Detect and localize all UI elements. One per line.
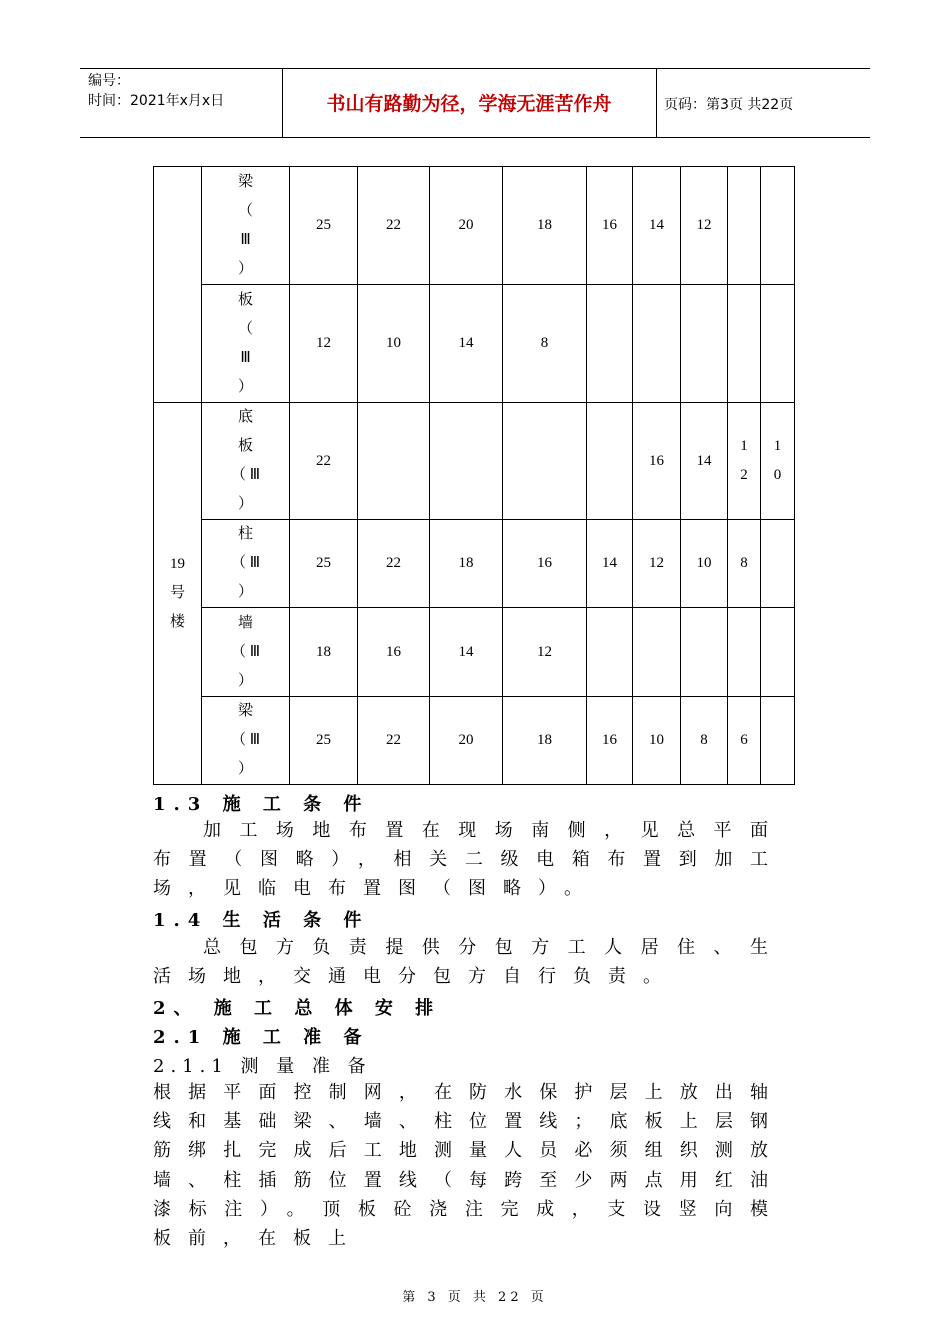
table-cell: 22 — [290, 403, 358, 520]
paragraph: 加工场地布置在现场南侧，见总平面布置（图略），相关二级电箱布置到加工场，见临电布置图（图略）。 — [153, 820, 785, 900]
table-row — [154, 520, 795, 608]
table-row — [154, 697, 795, 785]
table-cell: 14 — [430, 608, 503, 697]
table-cell: 14 — [633, 167, 681, 285]
table-cell — [728, 167, 761, 285]
doc-number-label: 编号： — [88, 73, 130, 89]
table-cell — [587, 285, 633, 403]
table-cell — [761, 520, 795, 608]
table-cell — [728, 285, 761, 403]
table-cell: 12 — [681, 167, 728, 285]
table-cell — [587, 403, 633, 520]
table-cell: 25 — [290, 697, 358, 785]
table-cell: 10 — [633, 697, 681, 785]
table-cell — [633, 608, 681, 697]
doc-time-label: 时间：2021年x月x日 — [88, 93, 225, 109]
table-cell: 14 — [587, 520, 633, 608]
table-row — [154, 403, 795, 520]
table-cell — [358, 403, 430, 520]
table-cell: 12 — [503, 608, 587, 697]
table-cell — [761, 167, 795, 285]
section-heading: 2、 施 工 总 体 安 排 — [153, 998, 442, 1019]
group-label: 19 号 楼 — [169, 556, 185, 630]
table-cell — [430, 403, 503, 520]
table-cell: 8 — [728, 520, 761, 608]
table-row — [154, 167, 795, 285]
section-heading: 1.3 施 工 条 件 — [153, 794, 370, 815]
table-cell: 10 — [358, 285, 430, 403]
page-header — [80, 68, 870, 138]
table-cell: 14 — [430, 285, 503, 403]
table-cell: 18 — [430, 520, 503, 608]
page-footer: 第 3 页 共 22 页 — [402, 1290, 548, 1305]
table-cell: 22 — [358, 167, 430, 285]
table-cell: 16 — [358, 608, 430, 697]
category-cell: 梁 （ Ⅲ ） — [202, 167, 290, 285]
header-page-label: 页码：第3页 共22页 — [664, 97, 794, 113]
table-cell: 1 2 — [728, 403, 761, 520]
table-cell: 10 — [681, 520, 728, 608]
table-cell: 18 — [503, 167, 587, 285]
subsection-heading: 2.1.1 测 量 准 备 — [153, 1056, 372, 1077]
header-divider — [656, 69, 657, 137]
table-cell: 20 — [430, 167, 503, 285]
table-cell: 6 — [728, 697, 761, 785]
table-cell — [633, 285, 681, 403]
table-cell — [681, 285, 728, 403]
table-cell — [761, 608, 795, 697]
table-cell: 22 — [358, 520, 430, 608]
table-cell: 25 — [290, 520, 358, 608]
table-cell: 14 — [681, 403, 728, 520]
category-cell: 底 板 （ Ⅲ ） — [202, 403, 290, 520]
table-cell — [681, 608, 728, 697]
table-cell: 1 0 — [761, 403, 795, 520]
table-cell: 18 — [503, 697, 587, 785]
category-cell: 柱 （ Ⅲ ） — [202, 520, 290, 608]
table-cell: 16 — [633, 403, 681, 520]
section-heading: 1.4 生 活 条 件 — [153, 910, 370, 931]
table-row — [154, 285, 795, 403]
table-cell: 16 — [587, 697, 633, 785]
table-cell: 8 — [503, 285, 587, 403]
paragraph: 根据平面控制网，在防水保护层上放出轴线和基础梁、墙、柱位置线；底板上层钢筋绑扎完成后工地测量人员必须组织测放墙、柱插筋位置线（每跨至少两点用红油漆标注）。顶板砼浇注完成，支设竖向模板前，在板上 — [153, 1082, 785, 1250]
group-label-cell — [154, 167, 202, 403]
category-cell: 墙 （ Ⅲ ） — [202, 608, 290, 697]
table-cell: 20 — [430, 697, 503, 785]
section-heading: 2.1 施 工 准 备 — [153, 1027, 370, 1048]
category-cell: 板 （ Ⅲ ） — [202, 285, 290, 403]
paragraph: 总包方负责提供分包方工人居住、生活场地，交通电分包方自行负责。 — [153, 937, 785, 988]
table-cell — [761, 697, 795, 785]
table-cell: 22 — [358, 697, 430, 785]
table-cell: 12 — [290, 285, 358, 403]
table-row — [154, 608, 795, 697]
table-cell: 8 — [681, 697, 728, 785]
table-cell: 25 — [290, 167, 358, 285]
table-cell — [761, 285, 795, 403]
category-cell: 梁 （ Ⅲ ） — [202, 697, 290, 785]
header-meta — [88, 71, 224, 111]
table-cell: 18 — [290, 608, 358, 697]
table-cell: 16 — [587, 167, 633, 285]
table-cell: 12 — [633, 520, 681, 608]
table-cell — [503, 403, 587, 520]
table-cell — [587, 608, 633, 697]
table-cell: 16 — [503, 520, 587, 608]
rebar-table — [153, 166, 795, 785]
group-label-cell — [154, 403, 202, 785]
header-motto: 书山有路勤为径，学海无涯苦作舟 — [326, 93, 612, 115]
table-cell — [728, 608, 761, 697]
